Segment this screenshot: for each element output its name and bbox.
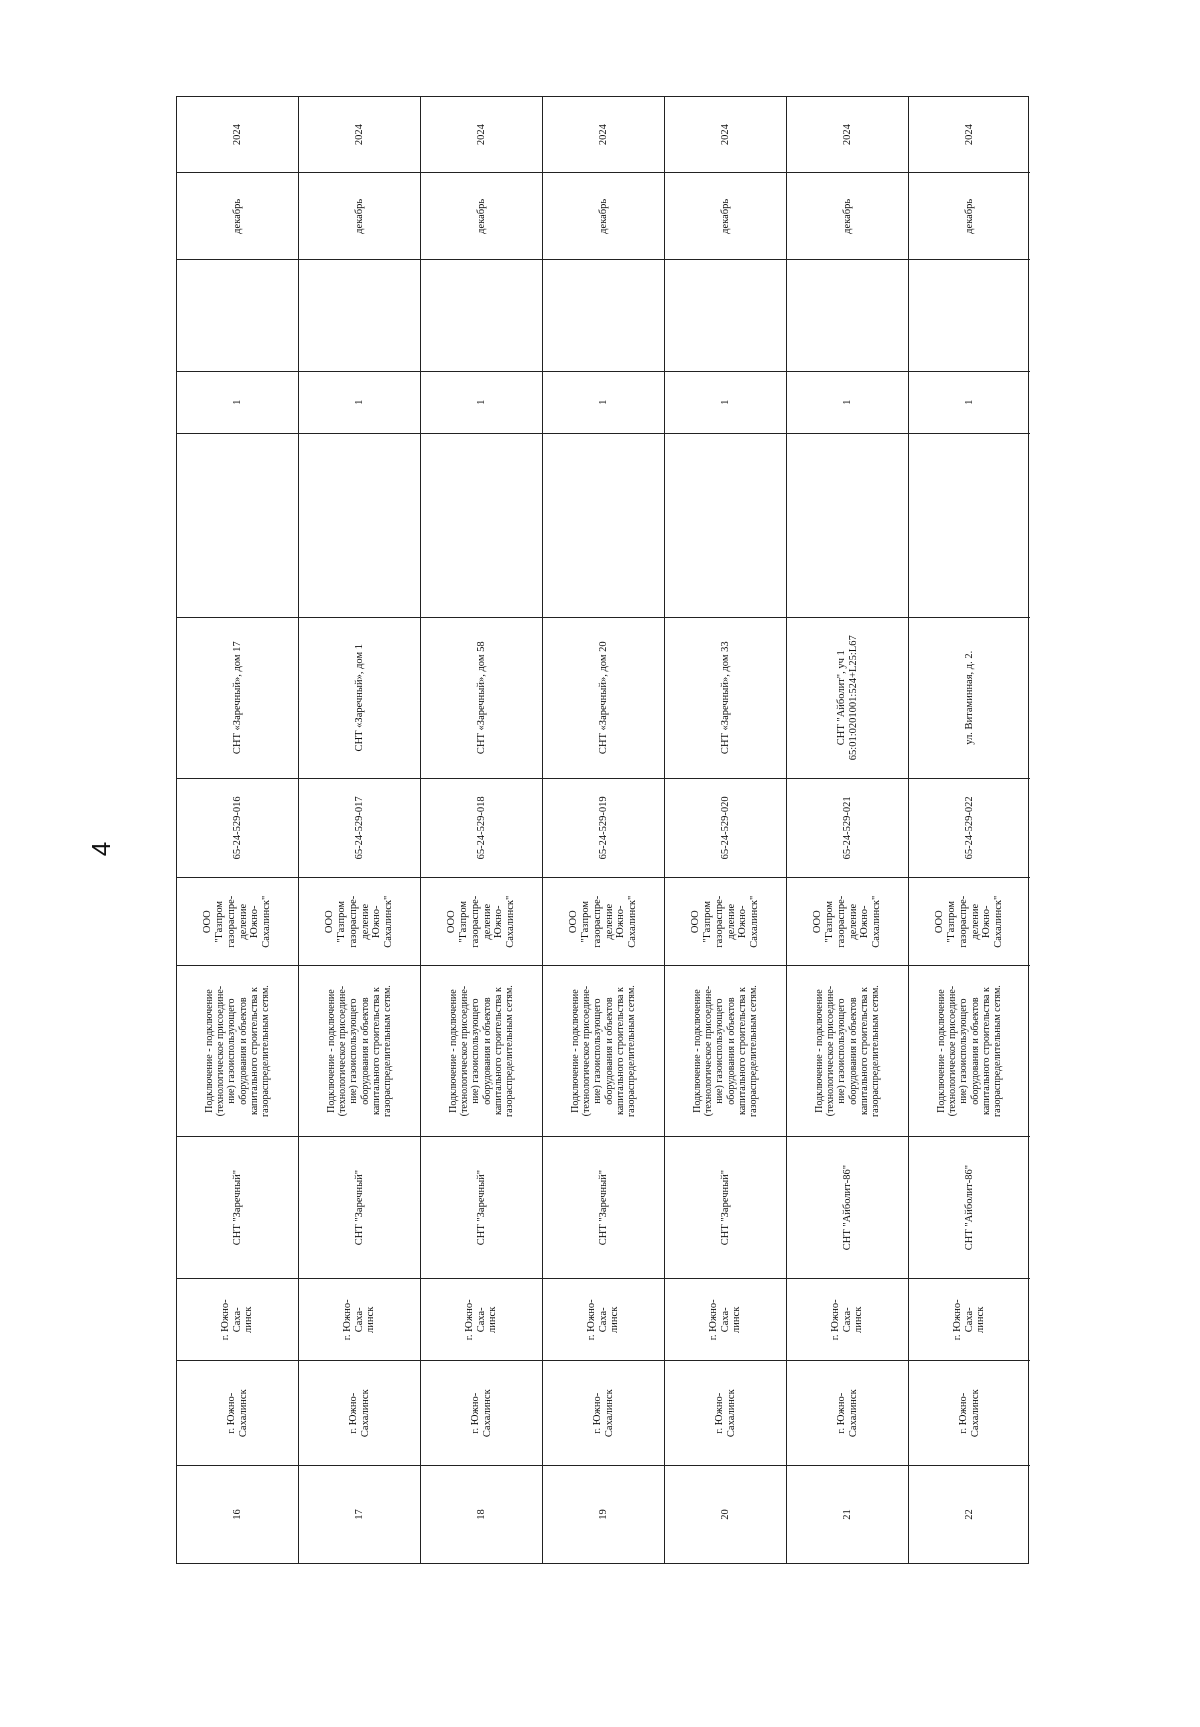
cell-address: СНТ «Заречный», дом 17 xyxy=(177,617,298,778)
cell-municipality: г. Южно- Саха- линск xyxy=(787,1278,908,1360)
cell-quantity: 1 xyxy=(787,371,908,433)
cell-municipality: г. Южно- Саха- линск xyxy=(421,1278,542,1360)
cell-organization: ООО "Газпром газораспре- деление Южно- Сахалинск" xyxy=(177,877,298,965)
page-number: 4 xyxy=(86,841,116,857)
table-row xyxy=(421,97,543,1563)
table-row xyxy=(543,97,665,1563)
cell-address: СНТ «Заречный», дом 58 xyxy=(421,617,542,778)
cell-empty xyxy=(299,259,420,370)
cell-number: 20 xyxy=(665,1465,786,1563)
cell-month: декабрь xyxy=(421,172,542,259)
cell-empty xyxy=(909,433,1030,617)
cell-year: 2024 xyxy=(963,124,975,146)
cell-empty xyxy=(421,433,542,617)
cell-organization: ООО "Газпром газораспре- деление Южно- Сахалинск" xyxy=(665,877,786,965)
cell-city: г. Южно- Сахалинск xyxy=(177,1360,298,1465)
cell-empty xyxy=(177,259,298,370)
cell-organization: ООО "Газпром газораспре- деление Южно- Сахалинск" xyxy=(421,877,542,965)
cell-snt: СНТ "Заречный" xyxy=(543,1136,664,1278)
cell-city: г. Южно- Сахалинск xyxy=(909,1360,1030,1465)
cell-snt: СНТ "Айболит-86" xyxy=(909,1136,1030,1278)
cell-code: 65-24-529-017 xyxy=(299,778,420,878)
cell-empty xyxy=(543,433,664,617)
cell-year: 2024 xyxy=(719,124,731,146)
cell-city: г. Южно- Сахалинск xyxy=(665,1360,786,1465)
cell-empty xyxy=(909,259,1030,370)
data-table xyxy=(176,96,1029,1564)
cell-empty xyxy=(299,433,420,617)
cell-code: 65-24-529-022 xyxy=(909,778,1030,878)
cell-code: 65-24-529-020 xyxy=(665,778,786,878)
cell-organization: ООО "Газпром газораспре- деление Южно- Сахалинск" xyxy=(787,877,908,965)
cell-number: 17 xyxy=(299,1465,420,1563)
cell-year: 2024 xyxy=(353,124,365,146)
cell-work-description: Подключение - подключение (технологическое присоедине- ние) газоиспользующего оборудования и объектов капитального строительства к газораспределительным сетям. xyxy=(543,965,664,1136)
cell-address: ул. Витаминная, д. 2. xyxy=(909,617,1030,778)
cell-empty xyxy=(665,433,786,617)
cell-city: г. Южно- Сахалинск xyxy=(787,1360,908,1465)
cell-empty xyxy=(177,433,298,617)
cell-code: 65-24-529-018 xyxy=(421,778,542,878)
cell-month: декабрь xyxy=(299,172,420,259)
cell-city: г. Южно- Сахалинск xyxy=(543,1360,664,1465)
cell-snt: СНТ "Заречный" xyxy=(177,1136,298,1278)
cell-month: декабрь xyxy=(665,172,786,259)
cell-code: 65-24-529-021 xyxy=(787,778,908,878)
cell-work-description: Подключение - подключение (технологическое присоедине- ние) газоиспользующего оборудования и объектов капитального строительства к газораспределительным сетям. xyxy=(787,965,908,1136)
cell-municipality: г. Южно- Саха- линск xyxy=(543,1278,664,1360)
cell-address: СНТ «Заречный», дом 1 xyxy=(299,617,420,778)
cell-quantity: 1 xyxy=(299,371,420,433)
cell-address: СНТ «Заречный», дом 33 xyxy=(665,617,786,778)
cell-month: декабрь xyxy=(787,172,908,259)
cell-organization: ООО "Газпром газораспре- деление Южно- Сахалинск" xyxy=(299,877,420,965)
cell-month: декабрь xyxy=(543,172,664,259)
cell-municipality: г. Южно- Саха- линск xyxy=(177,1278,298,1360)
cell-work-description: Подключение - подключение (технологическое присоедине- ние) газоиспользующего оборудования и объектов капитального строительства к газораспределительным сетям. xyxy=(177,965,298,1136)
cell-quantity: 1 xyxy=(421,371,542,433)
cell-work-description: Подключение - подключение (технологическое присоедине- ние) газоиспользующего оборудования и объектов капитального строительства к газораспределительным сетям. xyxy=(665,965,786,1136)
cell-year: 2024 xyxy=(841,124,853,146)
cell-year: 2024 xyxy=(475,124,487,146)
cell-number: 21 xyxy=(787,1465,908,1563)
table-row xyxy=(177,97,299,1563)
cell-year: 2024 xyxy=(231,124,243,146)
cell-empty xyxy=(787,259,908,370)
cell-snt: СНТ "Заречный" xyxy=(665,1136,786,1278)
cell-city: г. Южно- Сахалинск xyxy=(421,1360,542,1465)
cell-quantity: 1 xyxy=(177,371,298,433)
cell-empty xyxy=(421,259,542,370)
cell-code: 65-24-529-019 xyxy=(543,778,664,878)
cell-number: 18 xyxy=(421,1465,542,1563)
cell-organization: ООО "Газпром газораспре- деление Южно- Сахалинск" xyxy=(543,877,664,965)
cell-code: 65-24-529-016 xyxy=(177,778,298,878)
cell-municipality: г. Южно- Саха- линск xyxy=(299,1278,420,1360)
cell-empty xyxy=(665,259,786,370)
cell-empty xyxy=(543,259,664,370)
cell-quantity: 1 xyxy=(543,371,664,433)
cell-empty xyxy=(787,433,908,617)
cell-snt: СНТ "Айболит-86" xyxy=(787,1136,908,1278)
cell-number: 19 xyxy=(543,1465,664,1563)
cell-snt: СНТ "Заречный" xyxy=(421,1136,542,1278)
cell-address: СНТ "Айболит", уч 1 65:01:0201001:524+L25:L67 xyxy=(787,617,908,778)
table-row xyxy=(299,97,421,1563)
cell-month: декабрь xyxy=(909,172,1030,259)
cell-quantity: 1 xyxy=(909,371,1030,433)
cell-city: г. Южно- Сахалинск xyxy=(299,1360,420,1465)
cell-municipality: г. Южно- Саха- линск xyxy=(909,1278,1030,1360)
cell-year: 2024 xyxy=(597,124,609,146)
cell-number: 22 xyxy=(909,1465,1030,1563)
table-row xyxy=(787,97,909,1563)
cell-number: 16 xyxy=(177,1465,298,1563)
cell-address: СНТ «Заречный», дом 20 xyxy=(543,617,664,778)
cell-month: декабрь xyxy=(177,172,298,259)
cell-organization: ООО "Газпром газораспре- деление Южно- Сахалинск" xyxy=(909,877,1030,965)
cell-work-description: Подключение - подключение (технологическое присоедине- ние) газоиспользующего оборудования и объектов капитального строительства к газораспределительным сетям. xyxy=(909,965,1030,1136)
cell-quantity: 1 xyxy=(665,371,786,433)
table-row xyxy=(909,97,1030,1563)
cell-municipality: г. Южно- Саха- линск xyxy=(665,1278,786,1360)
cell-snt: СНТ "Заречный" xyxy=(299,1136,420,1278)
cell-work-description: Подключение - подключение (технологическое присоедине- ние) газоиспользующего оборудования и объектов капитального строительства к газораспределительным сетям. xyxy=(299,965,420,1136)
cell-work-description: Подключение - подключение (технологическое присоедине- ние) газоиспользующего оборудования и объектов капитального строительства к газораспределительным сетям. xyxy=(421,965,542,1136)
table-row xyxy=(665,97,787,1563)
